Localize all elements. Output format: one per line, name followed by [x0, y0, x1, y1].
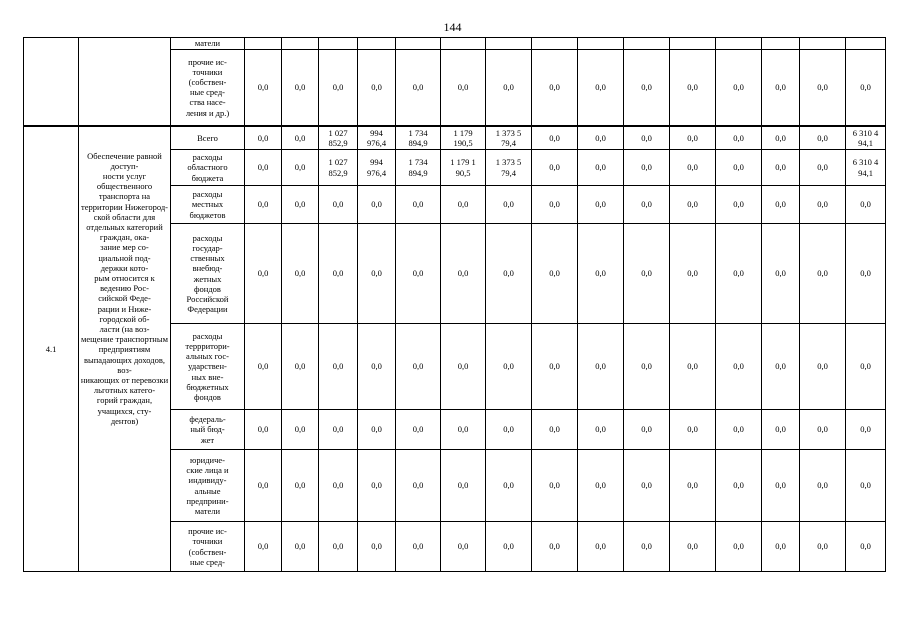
value-cell: 0,0	[245, 410, 282, 450]
page-number: 144	[443, 20, 462, 34]
value-cell: 0,0	[532, 522, 578, 572]
value-cell: 0,0	[282, 126, 319, 150]
value-cell: 6 310 4 94,1	[846, 150, 886, 186]
value-cell: 0,0	[578, 186, 624, 224]
value-cell: 0,0	[282, 410, 319, 450]
value-cell: 0,0	[716, 324, 762, 410]
value-cell: 1 734 894,9	[396, 126, 441, 150]
value-cell	[578, 38, 624, 50]
value-cell: 0,0	[670, 522, 716, 572]
funding-source-label: федераль- ный бюд- жет	[171, 410, 245, 450]
code-cell	[24, 38, 79, 126]
value-cell: 0,0	[578, 410, 624, 450]
value-cell: 0,0	[245, 450, 282, 522]
value-cell: 0,0	[716, 186, 762, 224]
value-cell: 0,0	[486, 224, 532, 324]
budget-table	[23, 37, 886, 572]
value-cell: 6 310 4 94,1	[846, 126, 886, 150]
value-cell: 0,0	[319, 50, 358, 126]
value-cell: 0,0	[846, 450, 886, 522]
value-cell: 0,0	[486, 450, 532, 522]
value-cell: 0,0	[670, 186, 716, 224]
value-cell: 0,0	[245, 186, 282, 224]
value-cell: 0,0	[358, 450, 396, 522]
value-cell: 0,0	[762, 324, 800, 410]
value-cell: 0,0	[578, 450, 624, 522]
value-cell: 0,0	[358, 324, 396, 410]
value-cell: 0,0	[441, 522, 486, 572]
value-cell: 0,0	[800, 186, 846, 224]
value-cell: 0,0	[762, 410, 800, 450]
value-cell: 0,0	[319, 324, 358, 410]
value-cell: 0,0	[441, 224, 486, 324]
funding-source-label: расходы террритори- альных гос- ударствен- ных вне- бюджетных фондов	[171, 324, 245, 410]
value-cell: 0,0	[282, 186, 319, 224]
value-cell: 0,0	[532, 324, 578, 410]
value-cell: 0,0	[670, 410, 716, 450]
value-cell: 0,0	[762, 224, 800, 324]
value-cell: 0,0	[532, 186, 578, 224]
value-cell: 0,0	[319, 450, 358, 522]
value-cell: 0,0	[846, 224, 886, 324]
value-cell: 0,0	[670, 50, 716, 126]
value-cell: 0,0	[800, 324, 846, 410]
section-description: Обеспечение равной доступ- ности услуг общественного транспорта на территории Нижегород- ской области для отдельных категорий граждан, ока- зание мер со- циальной под- держки кото- рым относится к ведению Рос- сийской Феде- рации и Ниже- городской об- ласти (на воз- мещение транспортным предприятиям выпадающих доходов, воз- никающих от перевозки льготных катего- горий граждан, учащихся, сту- дентов)	[79, 126, 171, 572]
value-cell: 0,0	[245, 50, 282, 126]
value-cell: 0,0	[396, 50, 441, 126]
value-cell: 0,0	[578, 126, 624, 150]
value-cell: 0,0	[624, 324, 670, 410]
value-cell: 0,0	[578, 50, 624, 126]
value-cell: 0,0	[358, 186, 396, 224]
value-cell: 0,0	[319, 186, 358, 224]
funding-source-label: юридиче- ские лица и индивиду- альные предприни- матели	[171, 450, 245, 522]
value-cell: 0,0	[716, 50, 762, 126]
value-cell: 0,0	[245, 126, 282, 150]
value-cell: 0,0	[441, 186, 486, 224]
value-cell: 0,0	[486, 410, 532, 450]
value-cell: 0,0	[396, 410, 441, 450]
value-cell: 0,0	[846, 324, 886, 410]
value-cell: 0,0	[578, 150, 624, 186]
value-cell: 0,0	[486, 522, 532, 572]
value-cell: 0,0	[846, 410, 886, 450]
value-cell: 0,0	[800, 224, 846, 324]
value-cell: 0,0	[670, 224, 716, 324]
table-row	[24, 126, 886, 150]
value-cell	[245, 38, 282, 50]
value-cell: 0,0	[319, 224, 358, 324]
value-cell: 0,0	[319, 410, 358, 450]
value-cell: 0,0	[282, 150, 319, 186]
value-cell: 0,0	[670, 150, 716, 186]
value-cell: 0,0	[245, 522, 282, 572]
value-cell: 0,0	[532, 450, 578, 522]
value-cell	[670, 38, 716, 50]
value-cell: 0,0	[624, 522, 670, 572]
funding-source-label: Всего	[171, 126, 245, 150]
value-cell	[486, 38, 532, 50]
value-cell: 0,0	[624, 224, 670, 324]
value-cell: 0,0	[578, 224, 624, 324]
value-cell: 1 027 852,9	[319, 126, 358, 150]
value-cell: 0,0	[624, 50, 670, 126]
value-cell: 0,0	[532, 224, 578, 324]
value-cell: 0,0	[800, 522, 846, 572]
value-cell: 0,0	[800, 450, 846, 522]
value-cell: 0,0	[358, 50, 396, 126]
value-cell: 0,0	[441, 410, 486, 450]
value-cell: 0,0	[245, 224, 282, 324]
value-cell: 0,0	[670, 450, 716, 522]
value-cell: 994 976,4	[358, 126, 396, 150]
value-cell: 1 179 1 90,5	[441, 150, 486, 186]
value-cell: 1 734 894,9	[396, 150, 441, 186]
section-code: 4.1	[24, 126, 79, 572]
value-cell	[441, 38, 486, 50]
value-cell: 0,0	[532, 126, 578, 150]
value-cell: 0,0	[716, 450, 762, 522]
value-cell: 0,0	[486, 50, 532, 126]
value-cell: 0,0	[716, 410, 762, 450]
value-cell: 0,0	[532, 410, 578, 450]
value-cell: 0,0	[245, 324, 282, 410]
funding-source-label: расходы местных бюджетов	[171, 186, 245, 224]
value-cell: 0,0	[486, 324, 532, 410]
value-cell: 0,0	[800, 150, 846, 186]
value-cell: 0,0	[762, 50, 800, 126]
value-cell: 0,0	[846, 186, 886, 224]
value-cell: 0,0	[396, 324, 441, 410]
value-cell: 0,0	[441, 324, 486, 410]
value-cell: 0,0	[624, 450, 670, 522]
value-cell: 0,0	[670, 126, 716, 150]
value-cell: 0,0	[396, 186, 441, 224]
value-cell: 0,0	[282, 522, 319, 572]
value-cell: 0,0	[282, 50, 319, 126]
value-cell: 0,0	[846, 50, 886, 126]
value-cell: 0,0	[670, 324, 716, 410]
description-cell	[79, 38, 171, 126]
value-cell: 0,0	[358, 224, 396, 324]
value-cell: 1 179 190,5	[441, 126, 486, 150]
value-cell: 0,0	[578, 324, 624, 410]
value-cell: 0,0	[716, 150, 762, 186]
funding-source-label: расходы областного бюджета	[171, 150, 245, 186]
value-cell: 0,0	[441, 50, 486, 126]
value-cell: 0,0	[245, 150, 282, 186]
value-cell: 0,0	[624, 126, 670, 150]
value-cell: 0,0	[396, 522, 441, 572]
value-cell: 994 976,4	[358, 150, 396, 186]
funding-source-label: прочие ис- точники (собствен- ные сред- ства насе- ления и др.)	[171, 50, 245, 126]
value-cell: 0,0	[762, 450, 800, 522]
value-cell: 0,0	[358, 522, 396, 572]
value-cell: 0,0	[319, 522, 358, 572]
value-cell: 0,0	[624, 186, 670, 224]
value-cell: 0,0	[716, 126, 762, 150]
value-cell	[396, 38, 441, 50]
value-cell: 0,0	[578, 522, 624, 572]
value-cell: 0,0	[846, 522, 886, 572]
value-cell: 1 373 5 79,4	[486, 150, 532, 186]
value-cell	[762, 38, 800, 50]
value-cell: 0,0	[716, 224, 762, 324]
value-cell: 0,0	[532, 150, 578, 186]
value-cell: 0,0	[624, 150, 670, 186]
value-cell: 1 027 852,9	[319, 150, 358, 186]
value-cell: 0,0	[800, 126, 846, 150]
value-cell: 0,0	[800, 410, 846, 450]
value-cell: 0,0	[282, 224, 319, 324]
table-row	[24, 38, 886, 50]
value-cell: 1 373 5 79,4	[486, 126, 532, 150]
value-cell: 0,0	[358, 410, 396, 450]
value-cell	[319, 38, 358, 50]
funding-source-label: расходы государ- ственных внебюд- жетных фондов Российской Федерации	[171, 224, 245, 324]
value-cell: 0,0	[486, 186, 532, 224]
funding-source-label: матели	[171, 38, 245, 50]
value-cell	[282, 38, 319, 50]
value-cell: 0,0	[396, 224, 441, 324]
funding-source-label: прочие ис- точники (собствен- ные сред-	[171, 522, 245, 572]
value-cell: 0,0	[282, 450, 319, 522]
value-cell: 0,0	[282, 324, 319, 410]
value-cell	[846, 38, 886, 50]
value-cell: 0,0	[762, 150, 800, 186]
value-cell	[800, 38, 846, 50]
value-cell: 0,0	[762, 522, 800, 572]
value-cell: 0,0	[762, 126, 800, 150]
value-cell: 0,0	[396, 450, 441, 522]
value-cell: 0,0	[532, 50, 578, 126]
value-cell: 0,0	[800, 50, 846, 126]
value-cell	[716, 38, 762, 50]
value-cell	[358, 38, 396, 50]
value-cell: 0,0	[716, 522, 762, 572]
value-cell: 0,0	[762, 186, 800, 224]
value-cell: 0,0	[441, 450, 486, 522]
value-cell	[624, 38, 670, 50]
value-cell	[532, 38, 578, 50]
value-cell: 0,0	[624, 410, 670, 450]
